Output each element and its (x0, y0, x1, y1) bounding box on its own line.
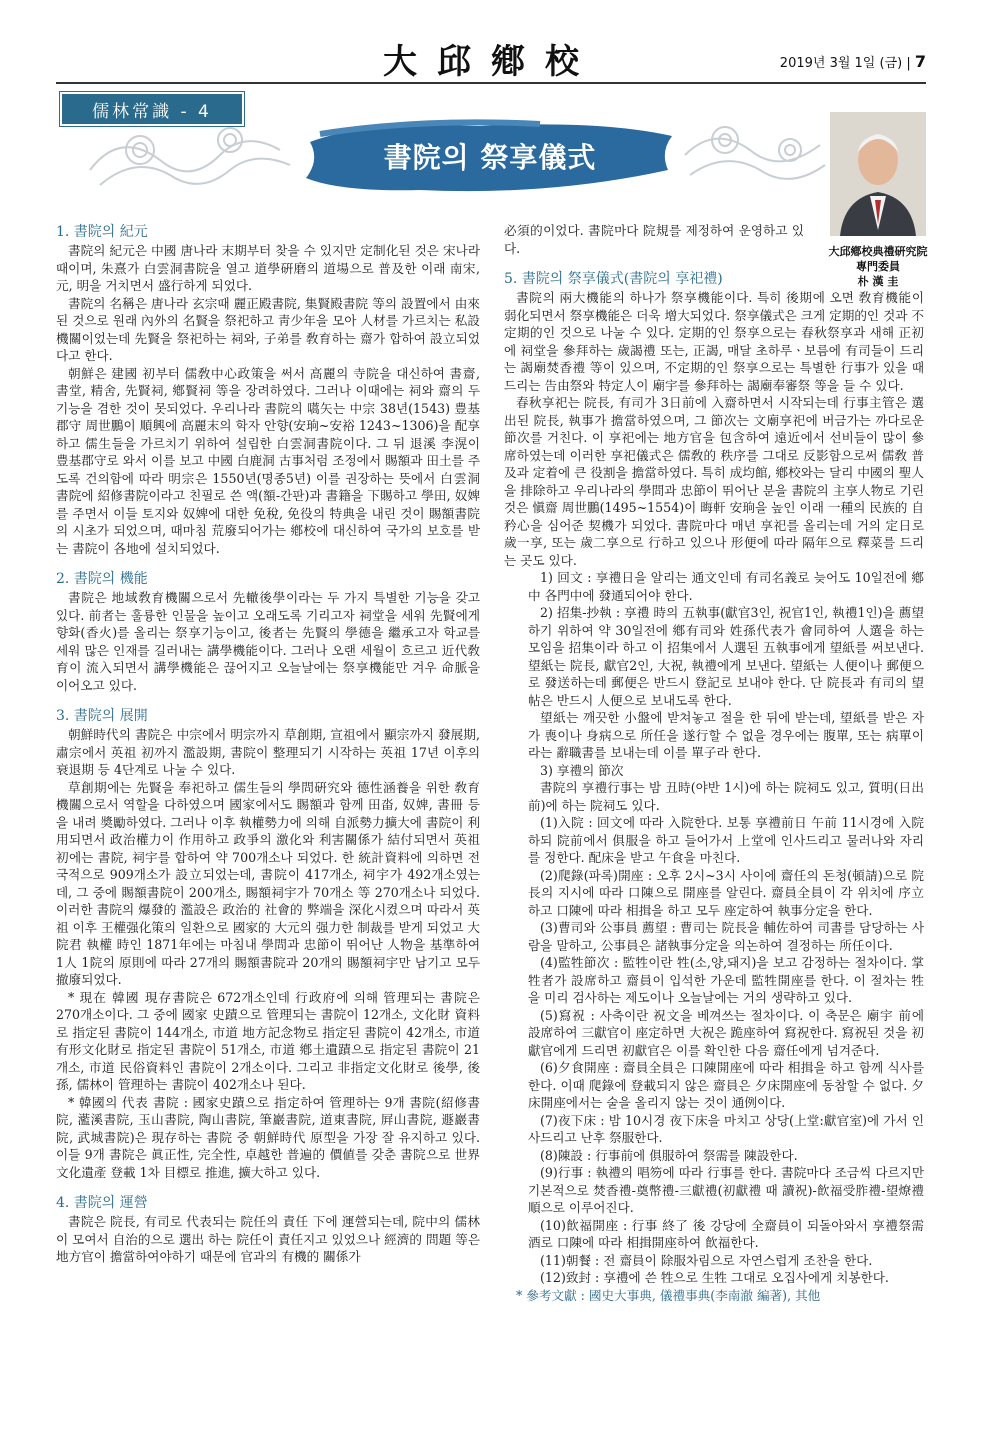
author-affiliation: 大邱鄕校典禮硏究院 (828, 245, 928, 258)
paragraph: * 現在 韓國 現存書院은 672개소인데 行政府에 의해 管理되는 書院은 270개소이다. 그 중에 國家 史蹟으로 管理되는 書院이 12개소, 文化財 資料로 指定된 書院이 144개소, 市道 地方記念物로 指定된 書院이 42개소, 市道 有形文化財로 指定된 書院이 51개소, 市道 鄕土遺蹟으로 指定된 書院이 21개소, 市道 民俗資料인 書院이 2개소이다. 그리고 非指定文化財로 後學, 後孫, 儒林이 管理하는 書院이 402개소나 된다. (56, 989, 480, 1092)
newspaper-masthead: 大邱鄕校 (383, 42, 599, 82)
series-label: 儒林常識 - 4 (60, 92, 244, 126)
procedure-step: (4)監牲節次 : 監牲이란 牲(소,양,돼지)을 보고 감정하는 절차이다. 掌牲者가 設席하고 齋員이 입석한 가운데 監牲開座를 한다. 이 절차는 牲을 미리 검사하는 제도이나 오늘날에는 거의 생략하고 있다. (528, 955, 924, 1005)
paragraph: * 韓國의 代表 書院 : 國家史蹟으로 指定하여 管理하는 9개 書院(紹修書院, 灆溪書院, 玉山書院, 陶山書院, 筆巖書院, 道東書院, 屛山書院, 遯巖書院, 武城書院)은 現存하는 書院 중 朝鮮時代 原型을 가장 잘 유지하고 있다. 이들 9개 書院은 眞正性, 完全性, 卓越한 普遍的 價値를 갖춘 書院으로 世界文化遺產 登載 1차 目標로 推進, 擴大하고 있다. (56, 1094, 480, 1180)
list-item: 2) 招集-抄執 : 享禮 時의 五執事(獻官3인, 祝官1인, 執禮1인)을 薦望하기 위하여 약 30일전에 鄕有司와 姓孫代表가 會同하여 人選을 하는 모임을 招集이라 하고 이 招集에서 人選된 五執事에게 望紙를 써보낸다. 望紙는 院長, 獻官2인, 大祝, 執禮에게 보낸다. 望紙는 人便이나 郵便으로 發送하는데 郵便은 반드시 登記로 보내야 한다. 단 院長과 有司의 望帖은 반드시 人便으로 보내도록 한다. (528, 605, 937, 708)
cloud-ornament-right (680, 110, 830, 200)
paragraph: 朝鮮時代의 書院은 中宗에서 明宗까지 草創期, 宣祖에서 顯宗까지 發展期, 肅宗에서 英祖 初까지 濫設期, 書院이 整理되기 시작하는 英祖 17년 이후의 衰退期 등 4단계로 나눌 수 있다. (56, 727, 480, 777)
author-position: 專門委員 (856, 260, 900, 273)
section-heading: 3. 書院의 展開 (56, 708, 148, 724)
procedure-step: (9)行事 : 執禮의 唱笏에 따라 行事를 한다. 書院마다 조금씩 다르지만 기본적으로 焚香禮-奠幣禮-三獻禮(初獻禮 때 讀祝)-飮福受胙禮-望燎禮 順으로 이루어진다. (528, 1165, 924, 1215)
procedure-step: (5)寫祝 : 사축이란 祝文을 베껴쓰는 절차이다. 이 축문은 廟宇 前에 設席하여 三獻官이 座定하면 大祝은 跪座하여 寫祝한다. 寫祝된 것을 初獻官에게 드리면 初獻官은 이를 확인한 다음 齋任에게 넘겨준다. (528, 1007, 924, 1058)
procedure-step: (2)爬錄(파록)開座 : 오후 2시~3시 사이에 齋任의 돈청(頓請)으로 院長의 지시에 따라 口陳으로 開座를 알린다. 齋員全員이 각 위치에 序立하고 口陳에 따라 相揖을 하고 모두 座定하여 執事分定을 한다. (528, 867, 924, 918)
references: * 參考文獻 : 國史大事典, 儀禮事典(李南澈 編著), 其他 (516, 1287, 821, 1303)
author-photo (830, 112, 926, 236)
article-title: 書院의 祭享儀式 (383, 141, 597, 174)
procedure-step: (1)入院 : 回文에 따라 入院한다. 보통 享禮前日 午前 11시경에 入院하되 院前에서 俱服을 하고 들어가서 上堂에 인사드리고 물러나와 자리를 정한다. 配床을 받고 午食을 마친다. (528, 815, 924, 865)
author-name: 朴 漢 圭 (857, 275, 899, 288)
paragraph: 春秋享祀는 院長, 有司가 3日前에 入齋하면서 시작되는데 行事主管은 選出된 院長, 執事가 擔當하였으며, 그 節次는 文廟享祀에 버금가는 까다로운 節次를 거친다. 이 享祀에는 地方官을 包含하여 遠近에서 선비들이 많이 參席하였는데 이러한 享祀儀式은 儒敎的 秩序를 그대로 反影함으로써 儒敎 普及과 定着에 큰 役割을 擔當하였다. 특히 成均館, 鄕校와는 달리 中國의 聖人을 排除하고 우리나라의 學問과 忠節이 뛰어난 분을 書院의 主享人物로 기린 것은 愼齋 周世鵬(1495~1554)이 晦軒 安珦을 높인 이래 一種의 民族的 自矜心을 심어준 契機가 되었다. 書院마다 매년 享祀를 올리는데 거의 定日로 歲一享, 또는 歲二享으로 行하고 있으나 形便에 따라 隔年으로 釋菜를 드리는 곳도 있다. (504, 395, 924, 568)
paragraph: 朝鮮은 建國 初부터 儒敎中心政策을 써서 高麗의 寺院을 대신하여 書齋, 書堂, 精舍, 先賢祠, 鄕賢祠 等을 장려하였다. 그러나 이때에는 祠와 齋의 두 기능을 겸한 것이 못되었다. 우리나라 書院의 嚆矢는 中宗 38년(1543) 豊基郡守 周世鵬이 順興에 高麗末의 학자 안향(安珦~安裕 1243~1306)을 配享하고 儒生들을 가르치기 위하여 설립한 白雲洞書院이다. 그 뒤 退溪 李滉이 豊基郡守로 와서 이를 보고 中國 白鹿洞 古事처럼 조정에서 賜額과 田土를 주도록 건의함에 따라 明宗은 1550년(명종5년) 이를 권장하는 뜻에서 白雲洞書院에 紹修書院이라고 친필로 쓴 액(額-간판)과 書籍을 下賜하고 學田, 奴婢를 주면서 이들 토지와 奴婢에 대한 免稅, 免役의 特典을 내린 것이 賜額書院의 시초가 되었으며, 때마침 荒廢되어가는 鄕校에 대신하여 국가의 보호를 받는 書院이 各地에 설치되었다. (56, 365, 480, 556)
dateline: 2019년 3월 1일 (금) | 7 (779, 52, 926, 71)
paragraph: 書院의 紀元은 中國 唐나라 末期부터 찾을 수 있지만 定制化된 것은 宋나라 때이며, 朱熹가 白雲洞書院을 열고 道學硏磨의 道場으로 普及한 이래 南宋, 元, 明을 거치면서 盛行하게 되었다. (56, 243, 480, 293)
list-item: 3) 享禮의 節次 (540, 762, 624, 778)
procedure-step: (12)致封 : 享禮에 쓴 牲으로 生牲 그대로 오집사에게 치봉한다. (540, 1270, 889, 1285)
article-column-left (56, 222, 480, 1266)
section-heading: 5. 書院의 祭享儀式(書院의 享祀禮) (504, 271, 723, 287)
paragraph: 書院은 地域敎育機關으로서 先轍後學이라는 두 가지 특별한 기능을 갖고 있다. 前者는 훌륭한 인물을 높이고 오래도록 기리고자 祠堂을 세워 先賢에게 향화(香火)를 올리는 祭享기능이고, 後者는 先賢의 學德을 繼承고자 학교를 세워 많은 인재를 길러내는 講學機能이다. 그러나 오랜 세월이 흐르고 近代敎育이 流入되면서 講學機能은 끊어지고 오늘날에는 祭享機能만 겨우 命脈을 이어오고 있다. (56, 590, 480, 693)
paragraph: 書院은 院長, 有司로 代表되는 院任의 責任 下에 運營되는데, 院中의 儒林이 모여서 自治的으로 選出 하는 院任이 責任지고 있었으나 經濟的 問題 等은 地方官이 擔當하여야하기 때문에 官과의 有機的 關係가 (56, 1214, 480, 1264)
list-item-detail: 望紙는 깨끗한 小盤에 받쳐놓고 절을 한 뒤에 받는데, 望紙를 받은 자가 喪이나 身病으로 所任을 遂行할 수 없을 경우에는 腹單, 또는 病單이라는 辭職書를 보내는데 이를 單子라 한다. (528, 710, 924, 760)
paragraph: 書院의 兩大機能의 하나가 祭享機能이다. 특히 後期에 오면 敎育機能이 弱化되면서 祭享機能은 더욱 增大되었다. 祭享儀式은 크게 定期的인 것과 不定期的인 것으로 나눌 수 있다. 定期的인 祭享으로는 春秋祭享과 새해 正初에 祠堂을 參拜하는 歲謁禮 또는, 正謁, 매달 초하루ㆍ보름에 有司들이 드리는 謁廟焚香禮 等이 있으며, 不定期的인 祭享으로는 특별한 行事가 있을 때 드리는 告由祭와 特定人이 廟宇를 參拜하는 謁廟奉審祭 等을 들 수 있다. (504, 290, 925, 393)
page-number: 7 (914, 52, 926, 71)
section-heading: 1. 書院의 紀元 (56, 224, 148, 240)
paragraph: 書院의 名稱은 唐나라 玄宗때 麗正殿書院, 集賢殿書院 等의 設置에서 由來된 것으로 원래 內外의 名賢을 祭祀하고 靑少年을 모아 人材를 가르치는 私設機關이었는데 先賢을 祭祀하는 祠와, 子弟를 敎育하는 齋가 합하여 設立되었다고 한다. (56, 295, 480, 363)
procedure-step: (10)飮福開座 : 行事 終了 後 강당에 全齋員이 되돌아와서 享禮祭需酒로 口陳에 따라 相揖開座하여 飮福한다. (528, 1217, 924, 1250)
procedure-step: (6)夕食開座 : 齋員全員은 口陳開座에 따라 相揖을 하고 함께 식사를 한다. 이때 爬錄에 登載되지 않은 齋員은 夕床開座에 동참할 수 없다. 夕床開座에서는 술을 올리지 않는 것이 通例이다. (528, 1060, 924, 1110)
procedure-step: (11)朝餐 : 전 齋員이 除服차림으로 자연스럽게 조찬을 한다. (540, 1252, 873, 1268)
cloud-ornament-left (80, 110, 300, 200)
paragraph: 必須的이었다. 書院마다 院規를 제정하여 운영하고 있다. (504, 223, 804, 256)
section-heading: 4. 書院의 運營 (56, 1195, 148, 1211)
header-rule (56, 82, 926, 84)
procedure-step: (7)夜下床 : 밤 10시경 夜下床을 마치고 상당(上堂:獻官室)에 가서 인사드리고 난후 祭服한다. (528, 1112, 924, 1145)
list-item-detail: 書院의 享禮行事는 밤 丑時(야반 1시)에 하는 院祠도 있고, 質明(日出 前)에 하는 院祠도 있다. (528, 780, 924, 813)
paragraph: 草創期에는 先賢을 奉祀하고 儒生들의 學問硏究와 德性涵養을 위한 敎育機關으로서 역할을 다하였으며 國家에서도 賜額과 함께 田畓, 奴婢, 書冊 등을 내려 奬勵하였다. 그러나 이후 執權勢力에 의해 自派勢力擴大에 書院이 利用되면서 政治權力이 作用하고 政爭의 激化와 利害關係가 結付되면서 英祖 初에는 書院, 祠宇를 합하여 약 700개소나 되었다. 한 統計資料에 의하면 전국적으로 909개소가 設立되었는데, 書院이 417개소, 祠宇가 492개소였는데, 그 중에 賜額書院이 200개소, 賜額祠宇가 70개소 等 270개소나 되었다. 이러한 書院의 爆發的 濫設은 政治的 社會的 弊端을 深化시켰으며 따라서 英祖 이후 王權强化策의 일환으로 國家的 大元의 强力한 制裁를 받게 되었고 大院君 執權 時인 1871年에는 마침내 學問과 忠節이 뛰어난 人物을 基準하여 1人 1院의 原則에 따라 27개의 賜額書院과 20개의 賜額祠宇만 남기고 모두 撤廢되었다. (56, 779, 481, 987)
list-item: 1) 回文 : 享禮日을 알리는 通文인데 有司名義로 늦어도 10일전에 鄕中 各門中에 發通되어야 한다. (528, 570, 924, 603)
procedure-step: (3)曹司와 公事員 薦望 : 曹司는 院長을 輔佐하여 司書를 담당하는 사람을 말하고, 公事員은 諸執事分定을 의논하여 결정하는 所任이다. (528, 920, 924, 953)
section-heading: 2. 書院의 機能 (56, 571, 148, 587)
issue-date: 2019년 3월 1일 (금) (779, 56, 903, 71)
procedure-step: (8)陳設 : 行事前에 俱服하여 祭需를 陳設한다. (540, 1147, 798, 1163)
article-column-right (504, 222, 937, 1304)
